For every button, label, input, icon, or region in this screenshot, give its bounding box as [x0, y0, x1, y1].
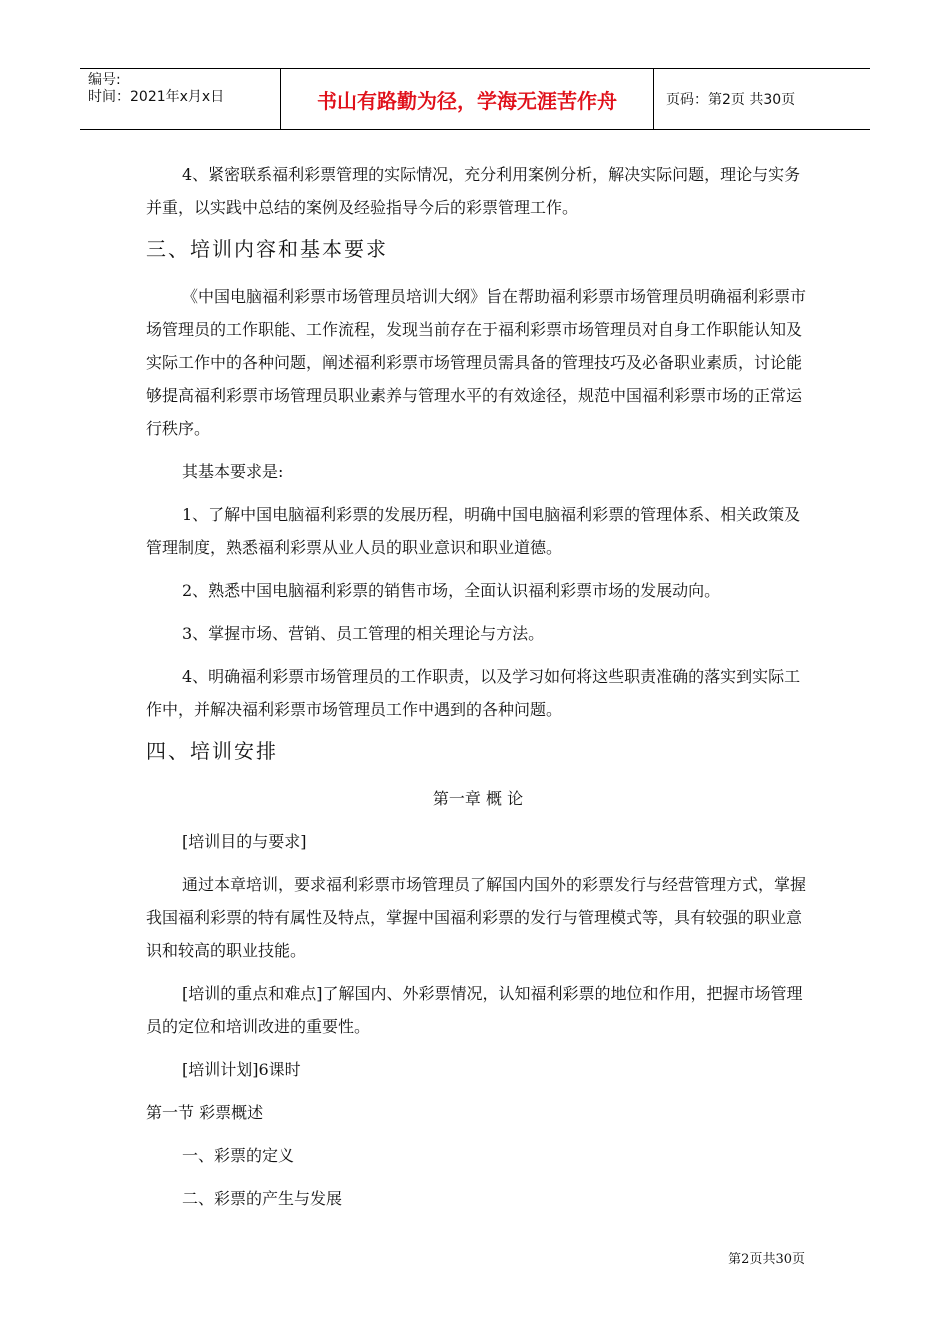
- paragraph: 通过本章培训，要求福利彩票市场管理员了解国内国外的彩票发行与经营管理方式，掌握我国福利彩票的特有属性及特点，掌握中国福利彩票的发行与管理模式等，具有较强的职业意识和较高的职业技能。: [146, 875, 807, 960]
- paragraph: [培训计划]6课时: [182, 1060, 301, 1079]
- paragraph: 《中国电脑福利彩票市场管理员培训大纲》旨在帮助福利彩票市场管理员明确福利彩票市场管理员的工作职能、工作流程，发现当前存在于福利彩票市场管理员对自身工作职能认知及实际工作中的各种问题，阐述福利彩票市场管理员需具备的管理技巧及必备职业素质，讨论能够提高福利彩票市场管理员职业素养与管理水平的有效途径，规范中国福利彩票市场的正常运行秩序。: [146, 287, 807, 438]
- paragraph: [培训目的与要求]: [182, 832, 307, 851]
- list-item: 二、彩票的产生与发展: [182, 1189, 343, 1208]
- header-page-info: 页码：第2页 共30页: [666, 92, 796, 108]
- page-header: [80, 68, 870, 130]
- page-footer: 第2页共30页: [728, 1252, 805, 1267]
- chapter-title: 第一章 概 论: [432, 789, 524, 808]
- code-label: 编号:: [88, 72, 121, 88]
- date-text: 时间：2021年x月x日: [88, 89, 225, 105]
- paragraph: 3、掌握市场、营销、员工管理的相关理论与方法。: [182, 624, 545, 643]
- section-heading: 四、培训安排: [146, 739, 278, 763]
- paragraph: 其基本要求是:: [182, 462, 284, 481]
- subsection-title: 第一节 彩票概述: [146, 1103, 264, 1122]
- paragraph: 1、了解中国电脑福利彩票的发展历程，明确中国电脑福利彩票的管理体系、相关政策及管理制度，熟悉福利彩票从业人员的职业意识和职业道德。: [146, 505, 801, 557]
- document-body: [146, 158, 810, 1225]
- paragraph: 4、明确福利彩票市场管理员的工作职责，以及学习如何将这些职责准确的落实到实际工作中，并解决福利彩票市场管理员工作中遇到的各种问题。: [146, 667, 801, 719]
- paragraph: [培训的重点和难点]了解国内、外彩票情况，认知福利彩票的地位和作用，把握市场管理员的定位和培训改进的重要性。: [146, 984, 803, 1036]
- paragraph: 2、熟悉中国电脑福利彩票的销售市场，全面认识福利彩票市场的发展动向。: [182, 581, 721, 600]
- header-motto: 书山有路勤为径，学海无涯苦作舟: [281, 69, 654, 129]
- section-heading: 三、培训内容和基本要求: [146, 237, 388, 261]
- paragraph: 4、紧密联系福利彩票管理的实际情况，充分利用案例分析，解决实际问题，理论与实务并重，以实践中总结的案例及经验指导今后的彩票管理工作。: [146, 165, 801, 217]
- header-meta: [80, 69, 281, 129]
- list-item: 一、彩票的定义: [182, 1146, 295, 1165]
